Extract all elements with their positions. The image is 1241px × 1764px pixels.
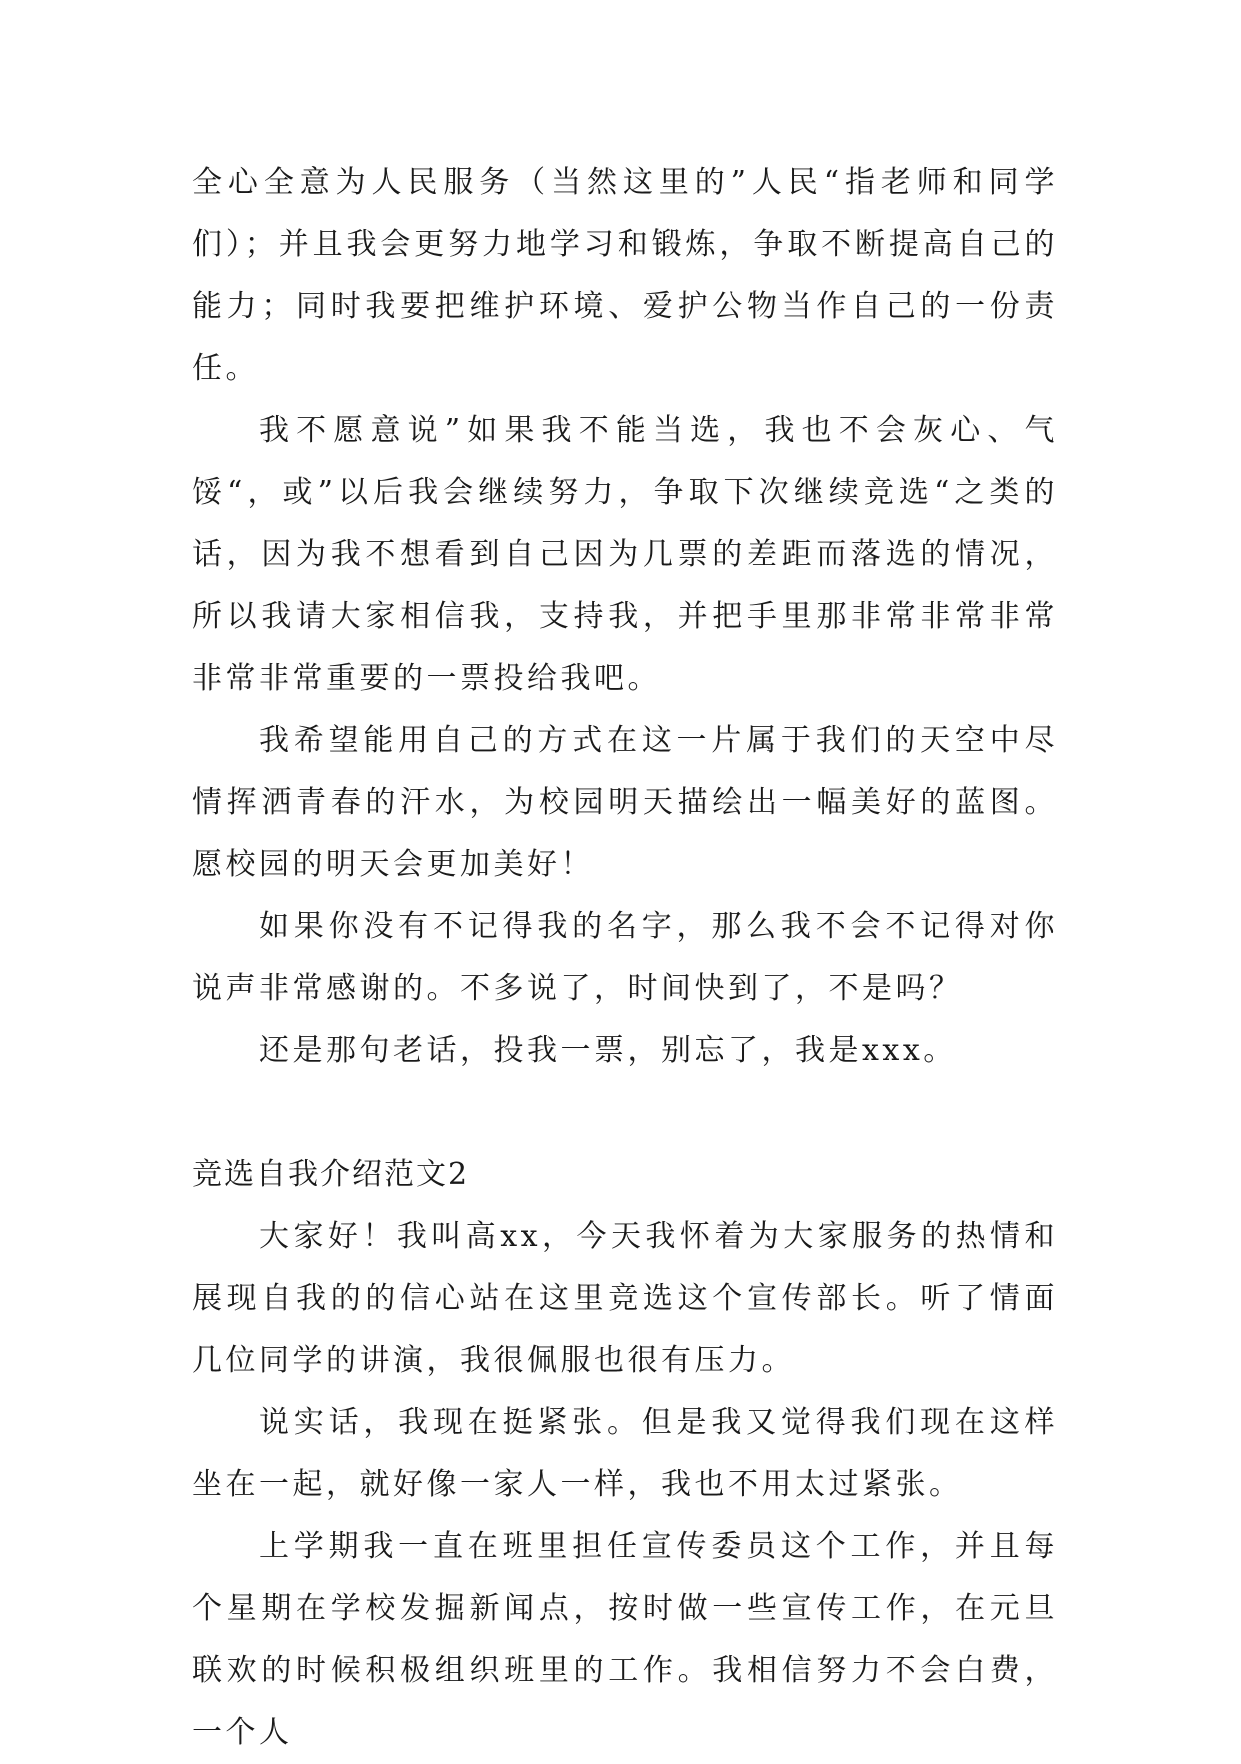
paragraph: 上学期我一直在班里担任宣传委员这个工作，并且每个星期在学校发掘新闻点，按时做一些宣传工作，在元旦联欢的时候积极组织班里的工作。我相信努力不会白费，一个人 — [192, 1529, 1058, 1750]
paragraph: 说实话，我现在挺紧张。但是我又觉得我们现在这样坐在一起，就好像一家人一样，我也不用太过紧张。 — [192, 1405, 1058, 1502]
document-body — [192, 152, 1058, 1764]
paragraph: 大家好！我叫高xx，今天我怀着为大家服务的热情和展现自我的的信心站在这里竞选这个宣传部长。听了情面几位同学的讲演，我很佩服也很有压力。 — [192, 1219, 1058, 1378]
paragraph: 还是那句老话，投我一票，别忘了，我是xxx。 — [259, 1033, 957, 1068]
paragraph: 如果你没有不记得我的名字，那么我不会不记得对你说声非常感谢的。不多说了，时间快到了，不是吗？ — [192, 909, 1058, 1006]
paragraph: 我希望能用自己的方式在这一片属于我们的天空中尽情挥洒青春的汗水，为校园明天描绘出一幅美好的蓝图。愿校园的明天会更加美好！ — [192, 723, 1058, 882]
section-heading: 竞选自我介绍范文2 — [192, 1157, 470, 1192]
paragraph: 我不愿意说”如果我不能当选，我也不会灰心、气馁“，或”以后我会继续努力，争取下次继续竞选“之类的话，因为我不想看到自己因为几票的差距而落选的情况，所以我请大家相信我，支持我，并把手里那非常非常非常非常非常重要的一票投给我吧。 — [192, 413, 1058, 696]
paragraph-continuation: 全心全意为人民服务（当然这里的”人民“指老师和同学们）；并且我会更努力地学习和锻炼，争取不断提高自己的能力；同时我要把维护环境、爱护公物当作自己的一份责任。 — [192, 165, 1058, 386]
